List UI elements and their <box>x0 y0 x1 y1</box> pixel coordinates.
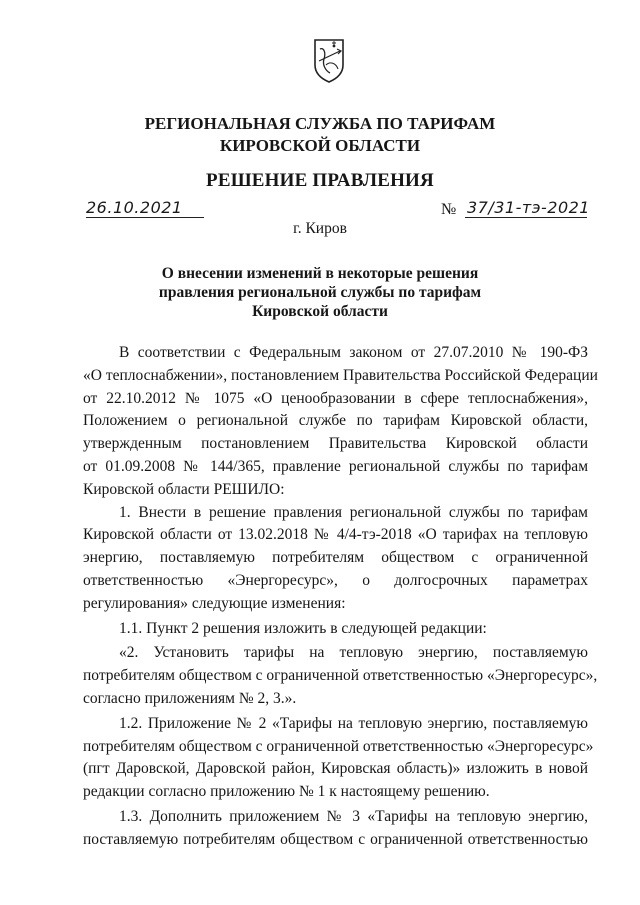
body-line: 1.1. Пункт 2 решения изложить в следующей редакции: <box>119 619 487 637</box>
subject-line: О внесении изменений в некоторые решения <box>161 265 479 282</box>
body-line: от 22.10.2012 № 1075 «О ценообразовании в сфере теплоснабжения», <box>83 389 588 407</box>
body-line: регулирования» следующие изменения: <box>83 594 346 612</box>
body-line: 1.2. Приложение № 2 «Тарифы на тепловую энергию, поставляемую <box>119 714 588 732</box>
body-line: 1.3. Дополнить приложением № 3 «Тарифы на тепловую энергию, <box>119 807 588 825</box>
body-line: (пгт Даровской, Даровской район, Кировская область)» изложить в новой <box>83 760 588 778</box>
body-line: В соответствии с Федеральным законом от 27.07.2010 № 190-ФЗ <box>119 344 588 361</box>
subject-line: правления региональной службы по тарифам <box>158 284 482 301</box>
body-line: «О теплоснабжении», постановлением Правительства Российской Федерации <box>83 366 598 384</box>
body-line: Положением о региональной службе по тарифам Кировской области, <box>83 412 588 430</box>
body-line: согласно приложениям № 2, 3.». <box>83 689 297 707</box>
body-line: редакции согласно приложению № 1 к настоящему решению. <box>83 783 490 801</box>
body-line: 1. Внести в решение правления региональной службы по тарифам <box>119 503 588 521</box>
body-line: Кировской области от 13.02.2018 № 4/4-тэ-2018 «О тарифах на тепловую <box>83 526 588 544</box>
body-line: Кировской области РЕШИЛО: <box>83 480 285 498</box>
decision-date-value: 26.10.2021 <box>86 198 183 217</box>
city-name: г. Киров <box>293 220 347 237</box>
body-line: ответственностью «Энергоресурс», о долгосрочных параметрах <box>83 571 588 589</box>
date-underline <box>86 217 204 218</box>
decision-date <box>86 198 183 218</box>
document-type-title: РЕШЕНИЕ ПРАВЛЕНИЯ <box>206 170 434 191</box>
decision-number <box>467 198 590 218</box>
organization-name-line-1: РЕГИОНАЛЬНАЯ СЛУЖБА ПО ТАРИФАМ <box>144 114 496 133</box>
decision-subject <box>150 264 490 321</box>
subject-line: Кировской области <box>252 303 388 320</box>
decision-number-value: 37/31-тэ-2021 <box>467 198 590 217</box>
organization-name-line-2: КИРОВСКОЙ ОБЛАСТИ <box>219 136 421 155</box>
body-line: энергию, поставляемую потребителям обществом с ограниченной <box>83 549 588 567</box>
number-label: № <box>441 201 457 218</box>
body-line: потребителям обществом с ограниченной ответственностью «Энергоресурс», <box>83 667 598 685</box>
coat-of-arms-emblem <box>310 37 348 83</box>
decision-body <box>83 342 598 852</box>
body-line: утвержденным постановлением Правительства Кировской области <box>83 435 588 453</box>
number-underline <box>465 217 587 218</box>
body-line: потребителям обществом с ограниченной ответственностью «Энергоресурс» <box>83 737 594 755</box>
body-line: от 01.09.2008 № 144/365, правление региональной службы по тарифам <box>83 457 588 475</box>
body-line: «2. Установить тарифы на тепловую энергию, поставляемую <box>119 644 588 662</box>
body-line: поставляемую потребителям обществом с ограниченной ответственностью <box>83 830 588 848</box>
